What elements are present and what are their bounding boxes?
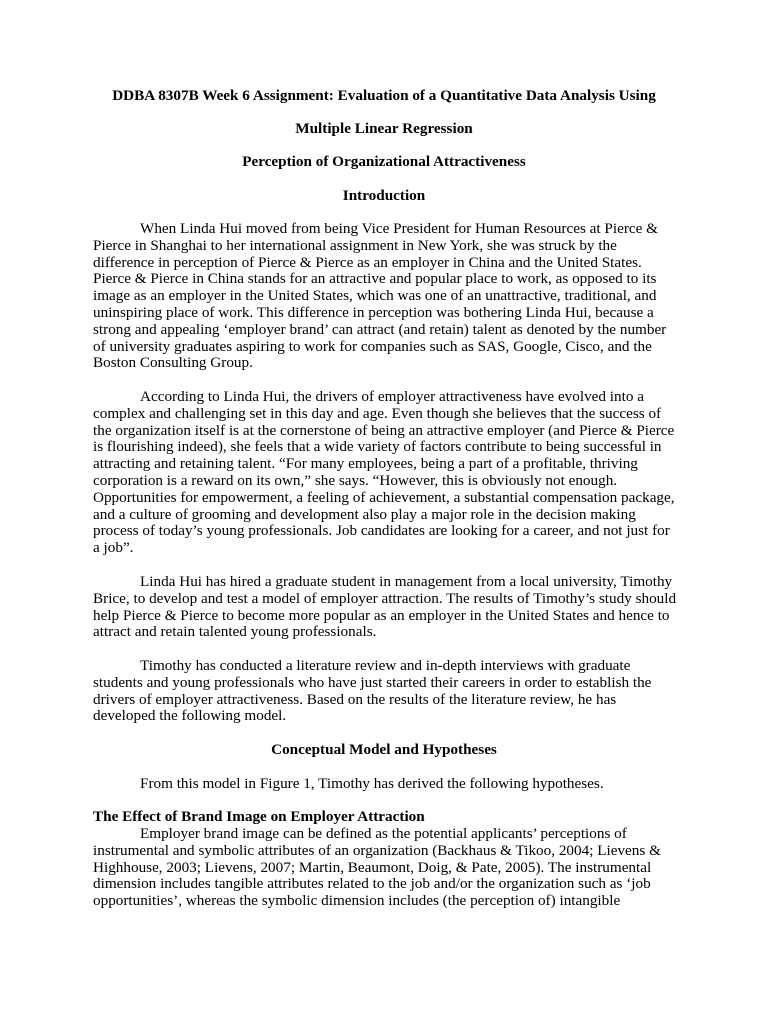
intro-paragraph-4: Timothy has conducted a literature review and in-depth interviews with graduate students and young professionals who have just started their careers in order to establish the drivers of employer attractiveness. Based on the results of the literature review, he has developed the following model.	[93, 657, 652, 725]
intro-paragraph-3: Linda Hui has hired a graduate student in management from a local university, Timothy Brice, to develop and test a model of employer attraction. The results of Timothy’s study should help Pierce & Pierce to become more popular as an employer in the United States and hence to attract and retain talented young professionals.	[93, 573, 677, 641]
section-heading-introduction: Introduction	[342, 187, 426, 204]
conceptual-model-paragraph: From this model in Figure 1, Timothy has derived the following hypotheses.	[140, 775, 604, 792]
brand-image-paragraph: Employer brand image can be defined as the potential applicants’ perceptions of instrumental and symbolic attributes of an organization (Backhaus & Tikoo, 2004; Lievens & Highhouse, 2003; Lievens, 2007; Martin, Beaumont, Doig, & Pate, 2005). The instrumental dimension includes tangible attributes related to the job and/or the organization such as ‘job opportunities’, whereas the symbolic dimension includes (the perception of) intangible	[93, 825, 661, 910]
section-heading-conceptual-model: Conceptual Model and Hypotheses	[271, 741, 497, 758]
document-title-line-1: DDBA 8307B Week 6 Assignment: Evaluation of a Quantitative Data Analysis Using	[112, 87, 656, 104]
document-title-line-2: Multiple Linear Regression	[295, 120, 473, 137]
section-heading-brand-image: The Effect of Brand Image on Employer Attraction	[93, 808, 425, 825]
intro-paragraph-2: According to Linda Hui, the drivers of employer attractiveness have evolved into a complex and challenging set in this day and age. Even though she believes that the success of the organization itself is at the cornerstone of being an attractive employer (and Pierce & Pierce is flourishing indeed), she feels that a wide variety of factors contribute to being successful in attracting and retaining talent. “For many employees, being a part of a profitable, thriving corporation is a reward on its own,” she says. “However, this is obviously not enough. Opportunities for empowerment, a feeling of achievement, a substantial compensation package, and a culture of grooming and development also play a major role in the decision making process of today’s young professionals. Job candidates are looking for a career, and not just for a job”.	[93, 388, 675, 557]
intro-paragraph-1: When Linda Hui moved from being Vice President for Human Resources at Pierce & Pierce in Shanghai to her international assignment in New York, she was struck by the difference in perception of Pierce & Pierce as an employer in China and the United States. Pierce & Pierce in China stands for an attractive and popular place to work, as opposed to its image as an employer in the United States, which was one of an unattractive, traditional, and uninspiring place of work. This difference in perception was bothering Linda Hui, because a strong and appealing ‘employer brand’ can attract (and retain) talent as denoted by the number of university graduates aspiring to work for companies such as SAS, Google, Cisco, and the Boston Consulting Group.	[93, 220, 667, 372]
document-subtitle: Perception of Organizational Attractiveness	[242, 153, 526, 170]
